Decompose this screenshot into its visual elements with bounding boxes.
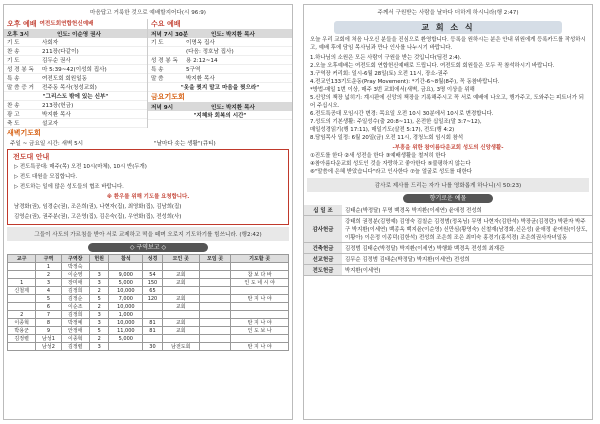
wed-row-value: 용 2:12~14 <box>186 58 218 64</box>
verse-top-right: 주께서 구원받는 사람을 날마다 더하게 하시니라(행 2:47) <box>377 10 519 16</box>
news-item: 1.하나님의 소원은 모든 사람이 구원을 받는 것입니다(딤전 2:4). <box>310 55 462 61</box>
ministry-table <box>304 205 592 276</box>
evangel-item: ▷ 전도특공대: 매주(목) 오전 10시(마체), 10시 반(두개) <box>14 164 147 170</box>
news-item: 7.성도의 기본생활: 주일성수(출 20:8~11), 온전한 십일조(말 3:7~12), <box>310 119 482 125</box>
table-row <box>8 343 289 351</box>
afternoon-row-value: 전주동 목사(청성교회) <box>42 85 97 91</box>
table-cell <box>8 343 36 351</box>
table-cell <box>8 295 36 303</box>
table-cell <box>162 263 199 271</box>
table-cell <box>199 319 230 327</box>
afternoon-row-key: 특 송 <box>7 76 20 82</box>
evangel-title: 전도대 안내 <box>13 153 50 161</box>
ministry-row <box>304 216 592 243</box>
district-table-wrap <box>4 254 292 351</box>
wednesday-service <box>148 19 292 128</box>
afternoon-row-value: 사회자 <box>42 40 59 46</box>
table-row <box>8 295 289 303</box>
table-cell: 탄 지 나 야 <box>231 295 289 303</box>
table-cell <box>162 311 199 319</box>
table-cell: 3 <box>89 343 109 351</box>
table-cell: 3 <box>89 311 109 319</box>
news-item: 3.구역장 커리회: 일시-6월 28일(토) 오전 11시, 장소-권주 <box>310 71 448 77</box>
table-cell: 81 <box>143 319 163 327</box>
afternoon-row <box>4 74 147 83</box>
table-cell: 박용군 <box>8 327 36 335</box>
table-row <box>8 303 289 311</box>
table-cell: 인 도 보 나 <box>231 327 289 335</box>
evangel-box <box>7 149 289 225</box>
table-cell <box>231 287 289 295</box>
table-cell <box>231 335 289 343</box>
afternoon-leader: 인도: 이순영 권사 <box>57 31 101 38</box>
table-cell: 5,000 <box>109 335 143 343</box>
table-cell: 교회 <box>162 327 199 335</box>
verse-bottom-left: 그들이 사도의 가르침을 받아 서로 교제하고 떡을 떼며 오로지 기도하기를 힘쓰니라. (행2:42) <box>7 227 289 241</box>
district-report-pill: ◇ 구역보고 ◇ <box>88 243 208 252</box>
table-cell: 남성2 <box>36 343 61 351</box>
table-cell: 2 <box>89 335 109 343</box>
table-cell: 교회 <box>162 319 199 327</box>
dawn-time: 주일 ~ 금요일 시간: 새벽 5시 <box>10 140 84 147</box>
district-header: 헌원 <box>89 255 109 263</box>
table-cell: 11,000 <box>109 327 143 335</box>
ministry-row <box>304 265 592 276</box>
table-cell: 2 <box>89 303 109 311</box>
table-cell <box>143 335 163 343</box>
table-cell: 교회 <box>162 295 199 303</box>
wed-sermon-title: "옷을 찢지 말고 마음을 찢으라" <box>148 83 292 92</box>
table-cell: 3 <box>89 319 109 327</box>
ministry-pill: 향기로운 예물 <box>403 194 493 203</box>
district-header: 교구 <box>8 255 36 263</box>
evangel-item: ▷ 전도하는 일에 많은 성도들의 협조 바랍니다. <box>14 184 124 190</box>
table-row <box>8 311 289 319</box>
life-item: ①진도를 한다 ②새 성전을 한다 ③예배생활을 철저히 한다 <box>310 153 446 159</box>
prayer-people: 김영순(권), 권주분(권), 고은영(집), 김은숙(집), 우연화(집), 전성희(사) <box>14 214 182 220</box>
table-cell: 김정순 <box>61 295 89 303</box>
table-row <box>8 287 289 295</box>
news-intro: 오늘 우리 교회에 처음 나오신 분들을 진심으로 환영합니다. 등록을 원하시는 분은 안내 위원에게 등록카드를 작성하시고, 예배 후에 담임 목사님과 만나 인사를 나누시기 바랍니다. <box>310 37 586 51</box>
table-cell: 4 <box>36 287 61 295</box>
table-cell <box>199 263 230 271</box>
afternoon-row <box>4 110 147 119</box>
table-cell <box>162 335 199 343</box>
ministry-names: 김무순 김정범 김태순(박정달) 박지환(이세연) 전성희 <box>342 254 592 265</box>
news-item: 4.전교인133기도운동(Pray Movement): *기간-6~8월(8주), 꼭 동참바랍니다. <box>310 79 500 85</box>
prayer-request: ※ 환우를 위해 기도를 요청합니다. <box>106 194 190 200</box>
district-table <box>7 254 289 351</box>
table-cell <box>143 263 163 271</box>
afternoon-row <box>4 56 147 65</box>
afternoon-row-key: 말 씀 증 거 <box>7 85 34 91</box>
ministry-category: 감사헌금 <box>304 216 342 243</box>
news-item: 8.담임목사 일정: 6월 20일(금) 오전 11시, 경청노회 임시회 참석 <box>310 135 464 141</box>
table-cell: 7,000 <box>109 295 143 303</box>
wed-leader: 인도: 박지환 목사 <box>211 31 255 38</box>
table-cell: 박정예 <box>61 319 89 327</box>
table-cell <box>199 295 230 303</box>
afternoon-row-value: 211장(다같이) <box>42 49 79 55</box>
table-cell: 10,000 <box>109 303 143 311</box>
wed-row-key: 말 씀 <box>151 76 164 82</box>
left-panel <box>3 4 293 420</box>
wed-row-key: 기 도 <box>151 40 164 46</box>
evangel-item: ▷ 전도 대원을 모집합니다. <box>14 174 78 180</box>
afternoon-row-key: 기 도 <box>7 58 20 64</box>
life-item: ④참아름다운교회 성도인 것을 자랑하고 좋아한다 ⑤불평하지 않는다 <box>310 161 471 167</box>
table-cell: 9,000 <box>109 271 143 279</box>
table-cell <box>231 263 289 271</box>
table-cell: 1 <box>8 279 36 287</box>
afternoon-row-key: 기 도 <box>7 40 20 46</box>
afternoon-row-value: 김두순 권사 <box>42 58 71 64</box>
wed-row-value: 이명옥 집사 <box>186 40 215 46</box>
table-cell <box>8 271 36 279</box>
table-cell: 이순조 <box>61 303 89 311</box>
table-cell <box>109 343 143 351</box>
table-row <box>8 271 289 279</box>
table-cell <box>199 279 230 287</box>
table-cell: 81 <box>143 327 163 335</box>
table-cell <box>109 263 143 271</box>
afternoon-service <box>4 19 148 128</box>
table-cell: 2 <box>36 271 61 279</box>
table-row <box>8 263 289 271</box>
news-item: *방법-매일 1번 이상, 매주 3번 교회에서(새벽, 금요), 3명 이상을 위해 <box>310 87 475 93</box>
wed-row <box>148 74 292 83</box>
life-title: -부흥을 위한 참이름다운교회 성도의 신앙생활- <box>392 145 504 151</box>
table-cell: 남전도회 <box>162 343 199 351</box>
afternoon-row <box>4 119 147 128</box>
ministry-row <box>304 205 592 216</box>
table-cell: 김정희 <box>61 311 89 319</box>
table-cell: 교회 <box>162 271 199 279</box>
district-pill-label: 구역보고 <box>136 244 160 251</box>
afternoon-row-key: 찬 송 <box>7 103 20 109</box>
wed-row <box>148 65 292 74</box>
wed-row-value: 5구역 <box>186 67 201 73</box>
ministry-names: 강태희 권정분(김명예) 김영숙 김칠순 김정범(정옥님) 무명 나현자(김한석) 박장균(김정란) 박판자 박주구 박지환(이세연) 백종옥 백지윤(이순영) 신만심(황영숙) 신철재(남경화,신은성) 윤애정 윤여원(이상도,이황아) 이은정 이종덕(김한석) 전성희 조은희 조은 최미숙 홍경기(홍석경) 조은희권사자녀일동 <box>342 216 592 243</box>
table-cell: 남성1 <box>36 335 61 343</box>
afternoon-row-value: 박지환 목사 <box>42 112 71 118</box>
afternoon-row-key: 찬 송 <box>7 49 20 55</box>
table-cell: 65 <box>143 287 163 295</box>
afternoon-row-key: 광 고 <box>7 112 20 118</box>
table-cell: 10,000 <box>109 319 143 327</box>
afternoon-row <box>4 101 147 110</box>
table-cell: 인 도 네 시 야 <box>231 279 289 287</box>
friday-leader: 인도: 박지환 목사 <box>211 104 255 111</box>
table-cell <box>199 335 230 343</box>
district-header: 모인 곳 <box>162 255 199 263</box>
afternoon-row-key: 성 경 봉 독 <box>7 67 34 73</box>
wed-row <box>148 38 292 47</box>
table-cell: 2 <box>89 287 109 295</box>
table-cell: 5 <box>89 295 109 303</box>
news-item: 5.신앙의 책장 넓히기: 계시판에 신앙의 책장을 기록해주시고 꼭 서로 예배에 나오고, 행가주고, 도와주는 피트너가 되어 주십시오. <box>310 95 584 109</box>
afternoon-row-value: 213장(헌금) <box>42 103 74 109</box>
news-title: 교 회 소 식 <box>334 21 562 34</box>
table-cell: 김정렬 <box>8 335 36 343</box>
afternoon-row <box>4 38 147 47</box>
table-cell <box>199 327 230 335</box>
table-cell: 1 <box>36 263 61 271</box>
district-header: 구역 <box>36 255 61 263</box>
table-cell: 30 <box>143 343 163 351</box>
table-cell: 신철제 <box>8 287 36 295</box>
table-cell: 10,000 <box>109 287 143 295</box>
friday-time: 저녁 9시 <box>151 104 174 111</box>
afternoon-row <box>4 83 147 92</box>
district-header: 모임 곳 <box>199 255 230 263</box>
verse-top-left: 마음답고 거룩한 것으로 예배할지어다(시 96:9) <box>90 10 206 16</box>
table-cell <box>199 311 230 319</box>
table-row <box>8 327 289 335</box>
dawn-title: 새벽기도회 <box>7 129 41 137</box>
services-grid <box>4 19 292 128</box>
table-cell <box>199 271 230 279</box>
news-item: 매일성경읽기(행 17:11), 매일기도(살전 5:17), 전도(행 4:2) <box>310 127 455 133</box>
table-cell: 5,000 <box>109 279 143 287</box>
table-cell: 안정애 <box>61 327 89 335</box>
dawn-row <box>4 138 292 147</box>
table-cell: 120 <box>143 295 163 303</box>
table-row <box>8 279 289 287</box>
district-header: 구역장 <box>61 255 89 263</box>
wed-time: 저녁 7시 30분 <box>151 31 189 38</box>
afternoon-row-value: 마 5:39~42(이성희 집사) <box>42 67 107 73</box>
table-cell: 150 <box>143 279 163 287</box>
table-cell: 참 보 다 바 <box>231 271 289 279</box>
table-cell: 5 <box>89 327 109 335</box>
table-cell <box>8 303 36 311</box>
table-cell <box>143 311 163 319</box>
friday-sermon: "지혜와 회복의 시간" <box>148 111 292 120</box>
district-header: 성경 <box>143 255 163 263</box>
afternoon-row-key: 축 도 <box>7 121 20 127</box>
news-item: 2.오늘 오후예배는 여전도회 연합헌신예배로 드립니다. 여전도회 회원들은 모두 꼭 참석하시기 바랍니다. <box>310 63 555 69</box>
ministry-category: 건축헌금 <box>304 243 342 254</box>
table-cell: 2 <box>8 311 36 319</box>
wed-row-key: 성 경 봉 독 <box>151 58 178 64</box>
right-panel <box>303 4 593 420</box>
ministry-names: 김정범 김태순(박정달) 박지환(이세연) 박행화 백경옥 전성희 최재관 <box>342 243 592 254</box>
table-cell: 6 <box>36 303 61 311</box>
table-cell: 5 <box>36 295 61 303</box>
table-cell: 1,000 <box>109 311 143 319</box>
table-cell <box>8 263 36 271</box>
table-cell <box>199 287 230 295</box>
table-cell: 9 <box>36 327 61 335</box>
table-cell: 교회 <box>162 279 199 287</box>
table-cell: 8 <box>36 319 61 327</box>
verse-mid-right: 감사로 제사를 드리는 자가 나를 영화롭게 하나니(시 50:23) <box>307 178 589 192</box>
wed-row-value: 박지환 목사 <box>186 76 215 82</box>
table-cell: 김정희 <box>61 287 89 295</box>
table-cell <box>231 311 289 319</box>
afternoon-row <box>4 47 147 56</box>
ministry-names: 박지환(이세연) <box>342 265 592 276</box>
table-cell: 김정렬 <box>61 343 89 351</box>
afternoon-sermon-title: "그리스도 밖에 있는 신부" <box>4 92 147 101</box>
afternoon-row <box>4 65 147 74</box>
district-header: 기도할 곳 <box>231 255 289 263</box>
afternoon-row-value: 설교자 <box>42 121 59 127</box>
ministry-row <box>304 243 592 254</box>
table-cell: 3 <box>89 271 109 279</box>
ministry-names: 김태순(박정달) 무명 백경옥 박지환(이세연) 윤애정 전성희 <box>342 205 592 216</box>
table-cell: 교회 <box>162 303 199 311</box>
wed-row <box>148 47 292 56</box>
table-row <box>8 319 289 327</box>
friday-title: 금요기도회 <box>151 93 185 101</box>
wed-row <box>148 56 292 65</box>
afternoon-row-value: 여전도회 회원일동 <box>42 76 88 82</box>
table-cell <box>199 303 230 311</box>
table-cell: 이종혁 <box>61 335 89 343</box>
wed-row-value: (다음: 정호남 집사) <box>186 49 234 55</box>
table-cell <box>143 303 163 311</box>
wed-row-key: 특 송 <box>151 67 164 73</box>
table-cell <box>89 263 109 271</box>
afternoon-title: 오후 예배 <box>7 20 37 28</box>
table-cell: 54 <box>143 271 163 279</box>
life-item: ⑥"말씀에 은혜 받았습니다"라고 인사한다 ⑦늘 얼굴로 성도를 대한다 <box>310 169 473 175</box>
table-cell: 이순영 <box>61 271 89 279</box>
table-cell <box>162 287 199 295</box>
table-cell: 7 <box>36 311 61 319</box>
dawn-topic: "날마다 솟는 생활"(큐티) <box>154 140 216 147</box>
news-item: 6.전도특공대 모임시간 변경: 목요일 오전 10시 30분에서 10시로 변경합니다. <box>310 111 494 117</box>
prayer-people: 남경화(권), 임경순(권), 조은희(권), 나현자(집), 최영화(집), 김남희(집) <box>14 204 182 210</box>
table-row <box>8 335 289 343</box>
ministry-category: 전도헌금 <box>304 265 342 276</box>
afternoon-subtitle: 여전도회연합헌신예배 <box>39 21 94 27</box>
wed-title: 수요 예배 <box>151 20 181 28</box>
district-header: 참석 <box>109 255 143 263</box>
table-cell <box>231 303 289 311</box>
ministry-category: 선교헌금 <box>304 254 342 265</box>
table-cell: 장미애 <box>61 279 89 287</box>
table-cell <box>199 343 230 351</box>
table-cell: 탄 지 나 야 <box>231 319 289 327</box>
afternoon-time: 오후 3시 <box>7 31 30 38</box>
table-cell: 3 <box>36 279 61 287</box>
table-cell: 탄 지 나 야 <box>231 343 289 351</box>
ministry-row <box>304 254 592 265</box>
table-cell: 박정숙 <box>61 263 89 271</box>
ministry-category: 십 일 조 <box>304 205 342 216</box>
table-cell: 이종혁 <box>8 319 36 327</box>
table-cell: 3 <box>89 279 109 287</box>
